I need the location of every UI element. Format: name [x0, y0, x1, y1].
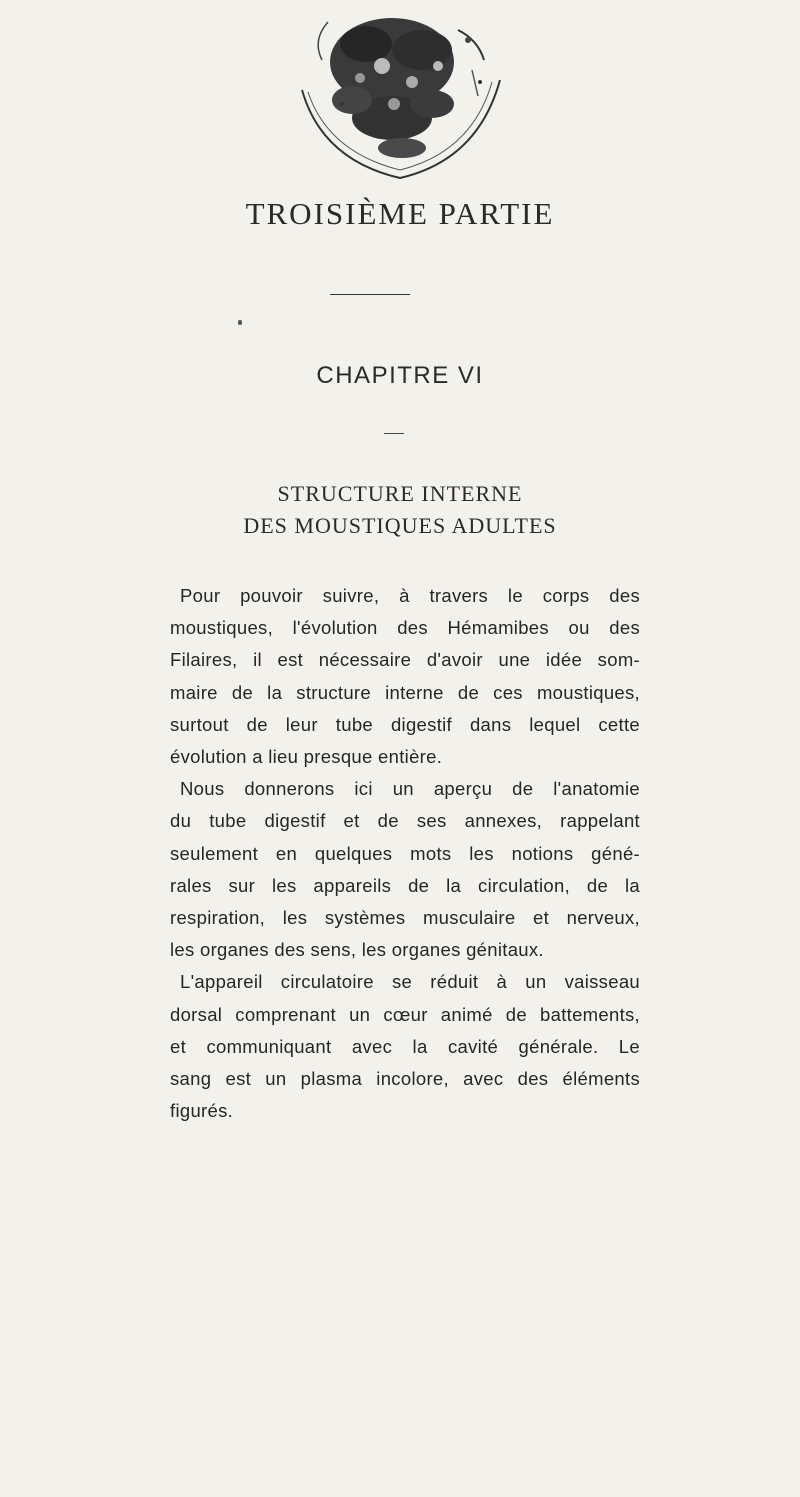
- text-line: évolution a lieu presque entière.: [170, 746, 443, 768]
- separator-rule: [330, 294, 410, 295]
- text-line: moustiques, l'évolution des Hémamibes ou des: [170, 617, 640, 639]
- ink-speck: [238, 320, 242, 325]
- part-title: TROISIÈME PARTIE: [245, 196, 555, 231]
- ornamental-vignette: [282, 0, 518, 190]
- chapter-subtitle-line2: DES MOUSTIQUES ADULTES: [243, 513, 557, 538]
- text-line: figurés.: [170, 1100, 234, 1122]
- text-line: Nous donnerons ici un aperçu de l'anatomie: [180, 778, 640, 800]
- text-line: L'appareil circulatoire se réduit à un vaisseau: [180, 971, 640, 993]
- separator-dash: [384, 433, 404, 434]
- text-line: seulement en quelques mots les notions géné-: [170, 842, 640, 864]
- text-line: sang est un plasma incolore, avec des éléments: [170, 1068, 640, 1090]
- chapter-title: CHAPITRE VI: [316, 362, 484, 389]
- text-line: rales sur les appareils de la circulation, de la: [170, 874, 640, 896]
- text-line: maire de la structure interne de ces moustiques,: [170, 681, 640, 703]
- text-line: Pour pouvoir suivre, à travers le corps des: [180, 585, 640, 606]
- body-text: [170, 580, 640, 1127]
- text-line: surtout de leur tube digestif dans lequel cette: [170, 713, 640, 735]
- text-line: Filaires, il est nécessaire d'avoir une idée som-: [170, 649, 640, 671]
- text-line: respiration, les systèmes musculaire et nerveux,: [170, 907, 640, 929]
- chapter-subtitle-line1: STRUCTURE INTERNE: [277, 481, 523, 506]
- text-line: dorsal comprenant un cœur animé de battements,: [170, 1003, 640, 1025]
- text-line: et communiquant avec la cavité générale. Le: [170, 1035, 640, 1057]
- text-line: du tube digestif et de ses annexes, rappelant: [170, 810, 640, 832]
- text-line: les organes des sens, les organes génitaux.: [170, 939, 544, 961]
